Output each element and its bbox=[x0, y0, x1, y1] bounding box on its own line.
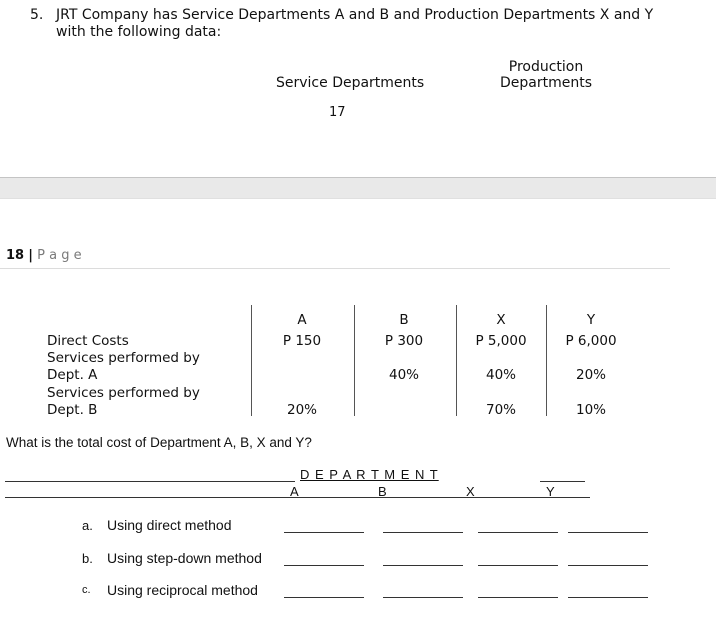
answer-col-y: Y bbox=[546, 484, 555, 499]
col-header-x: X bbox=[496, 312, 506, 328]
row-label-services-a-line1: Services performed by bbox=[47, 350, 200, 366]
blank-a-a[interactable] bbox=[284, 532, 364, 533]
page-number-top: 17 bbox=[329, 105, 346, 120]
blank-b-a[interactable] bbox=[284, 565, 364, 566]
table-divider-2 bbox=[354, 305, 355, 416]
services-b-to-x: 70% bbox=[485, 402, 516, 418]
direct-cost-y: P 6,000 bbox=[565, 333, 617, 349]
table-divider-3 bbox=[456, 305, 457, 416]
direct-cost-a: P 150 bbox=[282, 333, 322, 349]
table-divider-4 bbox=[546, 305, 547, 416]
table-divider-1 bbox=[251, 305, 252, 416]
production-departments-header-line1: Production bbox=[508, 59, 584, 75]
col-header-y: Y bbox=[586, 312, 596, 328]
method-b-letter: b. bbox=[82, 551, 93, 566]
method-a-letter: a. bbox=[82, 518, 93, 533]
footer-page-num: 18 bbox=[6, 248, 25, 263]
answer-col-x: X bbox=[466, 484, 475, 499]
method-c-label: Using reciprocal method bbox=[107, 582, 258, 598]
footer-page-label: P a g e bbox=[37, 248, 82, 263]
method-a-label: Using direct method bbox=[107, 517, 232, 533]
blank-c-x[interactable] bbox=[478, 597, 558, 598]
services-a-to-b: 40% bbox=[388, 367, 419, 383]
blank-b-y[interactable] bbox=[568, 565, 648, 566]
department-title-rule bbox=[540, 481, 585, 482]
direct-cost-x: P 5,000 bbox=[475, 333, 527, 349]
blank-c-b[interactable] bbox=[383, 597, 463, 598]
row-label-services-a-line2: Dept. A bbox=[47, 367, 98, 383]
question-number: 5. bbox=[30, 7, 44, 23]
page-footer bbox=[6, 248, 82, 263]
blank-a-y[interactable] bbox=[568, 532, 648, 533]
prompt-text: What is the total cost of Department A, B, X and Y? bbox=[6, 435, 312, 450]
blank-c-y[interactable] bbox=[568, 597, 648, 598]
footer-separator: | bbox=[28, 248, 33, 263]
answer-rule-top bbox=[5, 481, 295, 482]
department-title: D E P A R T M E N T bbox=[300, 467, 439, 482]
blank-b-x[interactable] bbox=[478, 565, 558, 566]
direct-cost-b: P 300 bbox=[384, 333, 424, 349]
blank-a-x[interactable] bbox=[478, 532, 558, 533]
service-departments-header: Service Departments bbox=[276, 75, 425, 91]
answer-col-a: A bbox=[290, 484, 299, 499]
services-b-to-a: 20% bbox=[286, 402, 317, 418]
production-departments-header-line2: Departments bbox=[499, 75, 592, 91]
answer-col-b: B bbox=[378, 484, 387, 499]
question-text-line2: with the following data: bbox=[56, 24, 222, 40]
services-a-to-y: 20% bbox=[575, 367, 606, 383]
method-c-letter: c. bbox=[82, 584, 91, 596]
col-header-a: A bbox=[297, 312, 307, 328]
row-label-direct-costs: Direct Costs bbox=[47, 333, 129, 349]
method-b-label: Using step-down method bbox=[107, 550, 262, 566]
page-break-band bbox=[0, 177, 716, 199]
services-b-to-y: 10% bbox=[575, 402, 606, 418]
question-text-line1: JRT Company has Service Departments A and B and Production Departments X and Y bbox=[56, 7, 654, 23]
row-label-services-b-line2: Dept. B bbox=[47, 402, 98, 418]
blank-b-b[interactable] bbox=[383, 565, 463, 566]
services-a-to-x: 40% bbox=[485, 367, 516, 383]
col-header-b: B bbox=[399, 312, 409, 328]
blank-a-b[interactable] bbox=[383, 532, 463, 533]
row-label-services-b-line1: Services performed by bbox=[47, 385, 200, 401]
footer-rule bbox=[0, 268, 670, 269]
blank-c-a[interactable] bbox=[284, 597, 364, 598]
